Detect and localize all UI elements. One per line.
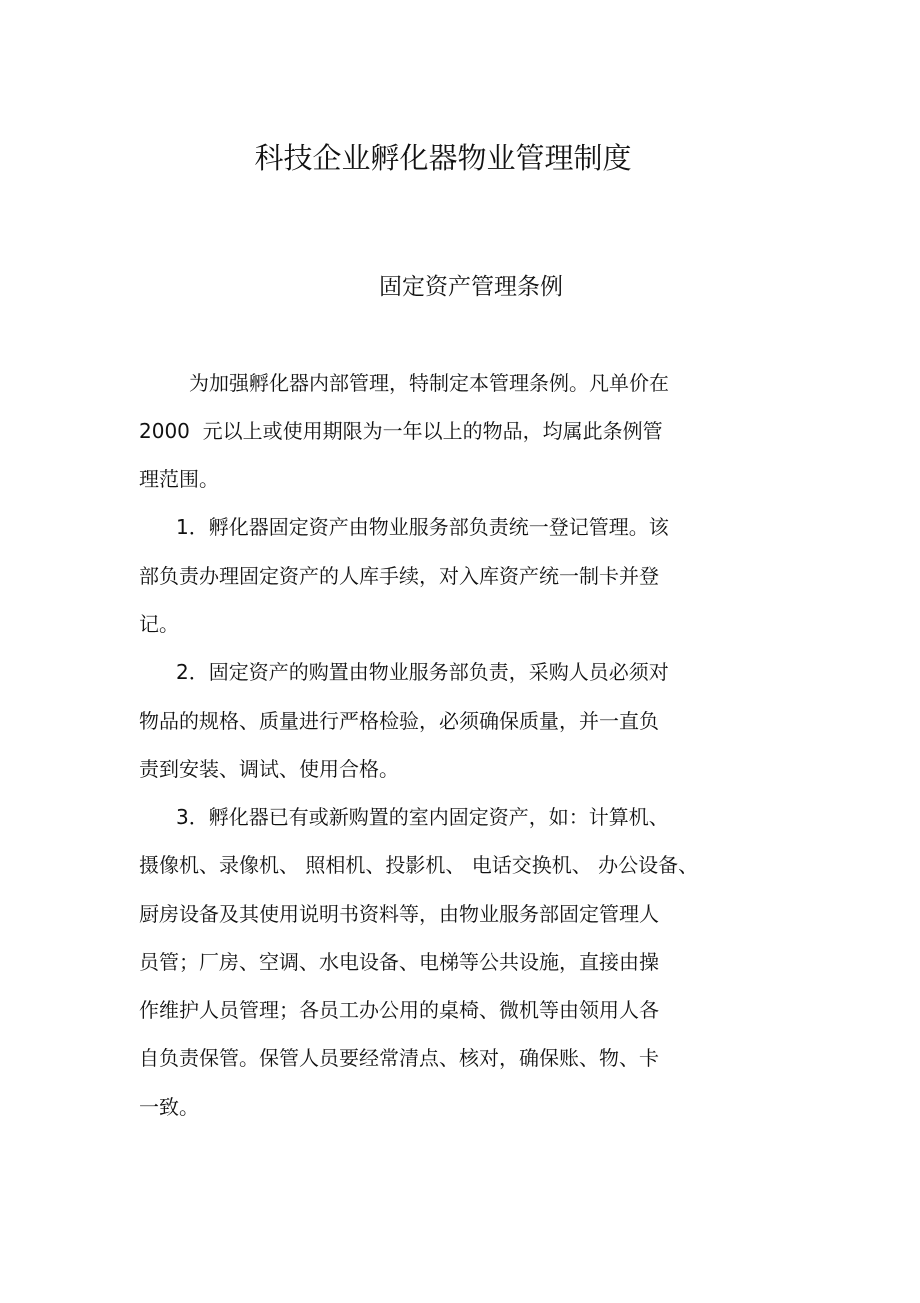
document-title: 科技企业孵化器物业管理制度 — [254, 141, 632, 175]
text-line: 自负责保管。保管人员要经常清点、核对，确保账、物、卡 — [139, 1046, 659, 1070]
text-line: 理范围。 — [139, 467, 219, 491]
text-line: 3．孵化器已有或新购置的室内固定资产，如：计算机、 — [176, 805, 669, 829]
text-line: 摄像机、录像机、 照相机、投影机、 电话交换机、 办公设备、 — [139, 853, 699, 877]
text-line: 责到安装、调试、使用合格。 — [139, 757, 399, 781]
text-line: 厨房设备及其使用说明书资料等，由物业服务部固定管理人 — [139, 902, 659, 926]
text-line: 1．孵化器固定资产由物业服务部负责统一登记管理。该 — [176, 515, 669, 539]
text-line: 一致。 — [139, 1095, 199, 1119]
text-line: 为加强孵化器内部管理，特制定本管理条例。凡单价在 — [189, 371, 669, 395]
section-title: 固定资产管理条例 — [379, 274, 563, 300]
text-line: 员管；厂房、空调、水电设备、电梯等公共设施，直接由操 — [139, 950, 659, 974]
text-line: 作维护人员管理；各员工办公用的桌椅、微机等由领用人各 — [139, 998, 659, 1022]
text-line: 2000 元以上或使用期限为一年以上的物品，均属此条例管 — [139, 419, 663, 443]
text-line: 物品的规格、质量进行严格检验，必须确保质量，并一直负 — [139, 709, 659, 733]
text-line: 部负责办理固定资产的人库手续，对入库资产统一制卡并登 — [139, 564, 659, 588]
text-line: 2．固定资产的购置由物业服务部负责，采购人员必须对 — [176, 660, 669, 684]
text-line: 记。 — [139, 612, 179, 636]
